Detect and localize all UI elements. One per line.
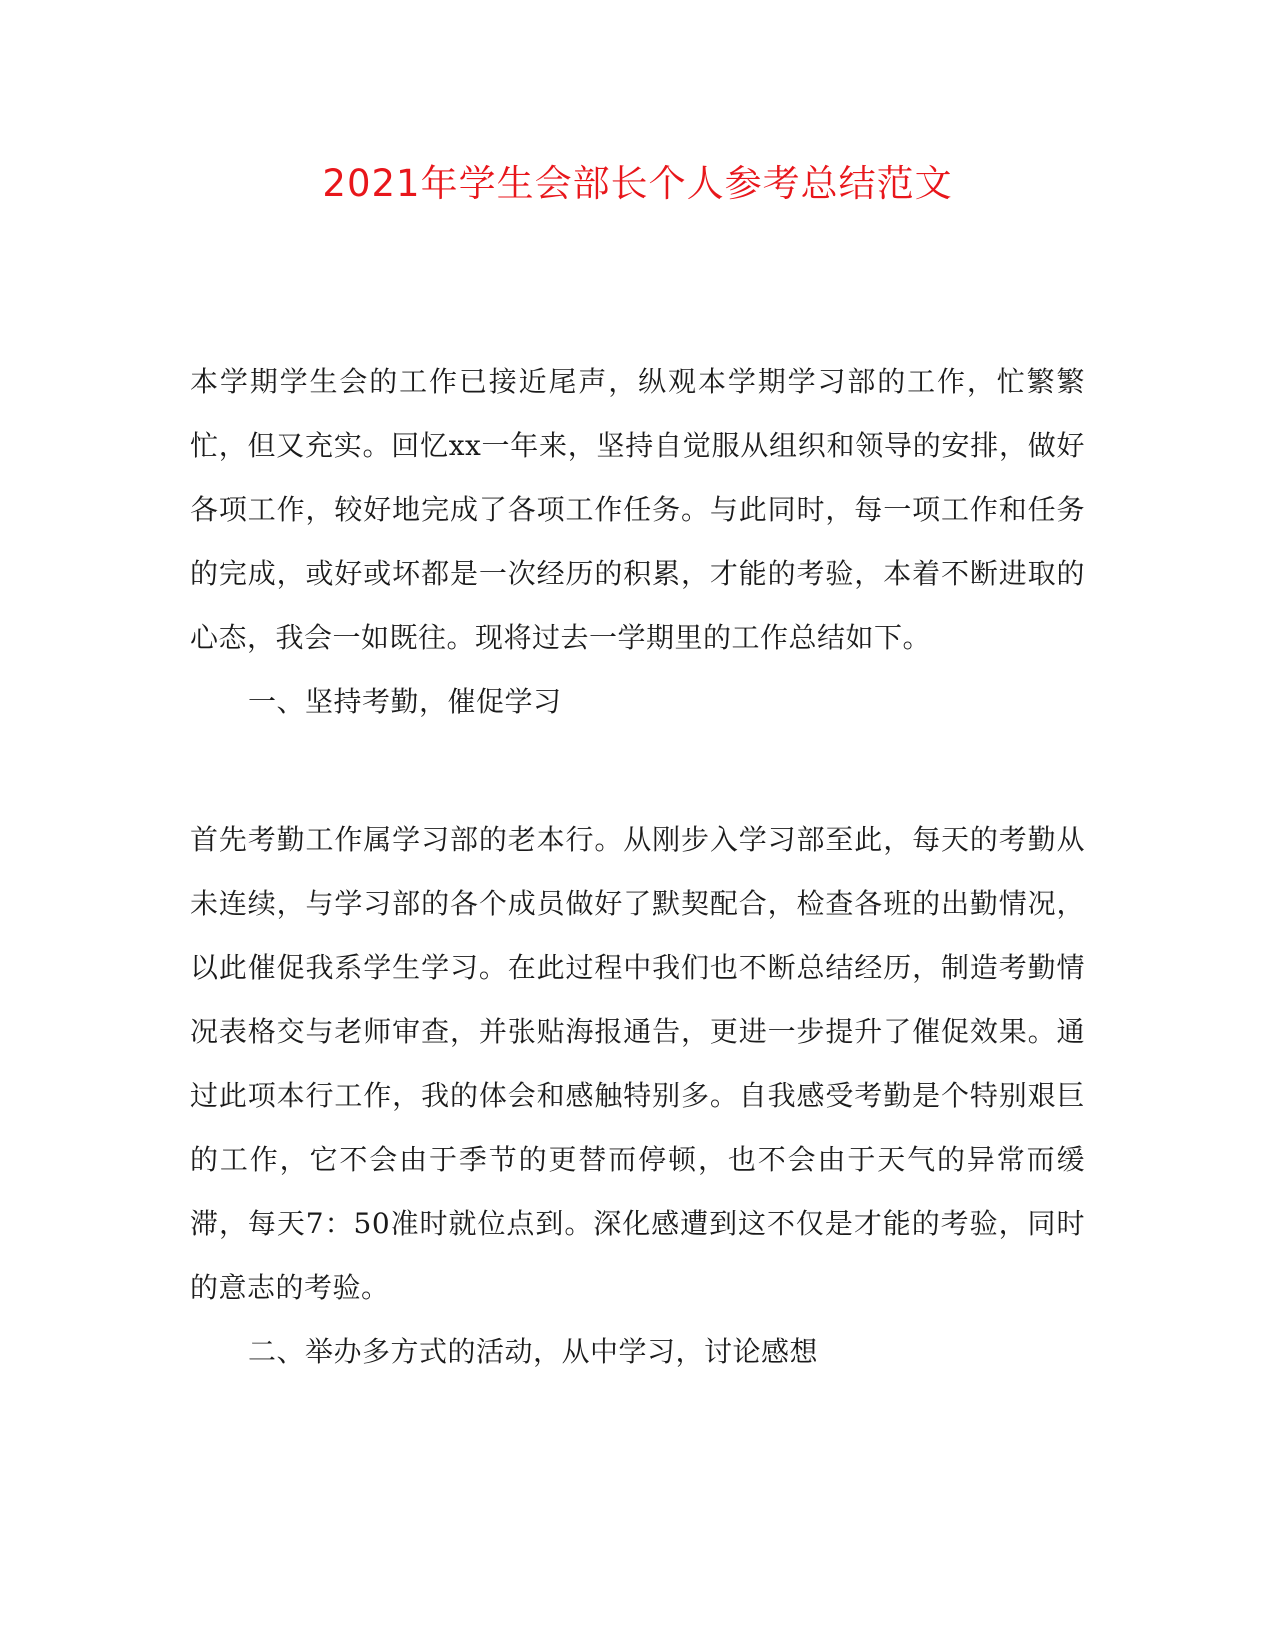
section-heading-2: 二、举办多方式的活动，从中学习，讨论感想 <box>248 1335 819 1368</box>
document-title: 2021年学生会部长个人参考总结范文 <box>322 162 953 205</box>
section-heading-1: 一、坚持考勤，催促学习 <box>248 685 562 718</box>
intro-paragraph: 本学期学生会的工作已接近尾声，纵观本学期学习部的工作，忙繁繁忙，但又充实。回忆xx一年来，坚持自觉服从组织和领导的安排，做好各项工作，较好地完成了各项工作任务。与此同时，每一项工作和任务的完成，或好或坏都是一次经历的积累，才能的考验，本着不断进取的心态，我会一如既往。现将过去一学期里的工作总结如下。 <box>190 365 1085 654</box>
section-1-body-paragraph: 首先考勤工作属学习部的老本行。从刚步入学习部至此，每天的考勤从未连续，与学习部的各个成员做好了默契配合，检查各班的出勤情况，以此催促我系学生学习。在此过程中我们也不断总结经历，制造考勤情况表格交与老师审查，并张贴海报通告，更进一步提升了催促效果。通过此项本行工作，我的体会和感触特别多。自我感受考勤是个特别艰巨的工作，它不会由于季节的更替而停顿，也不会由于天气的异常而缓滞，每天7：50准时就位点到。深化感遭到这不仅是才能的考验，同时的意志的考验。 <box>190 823 1085 1304</box>
